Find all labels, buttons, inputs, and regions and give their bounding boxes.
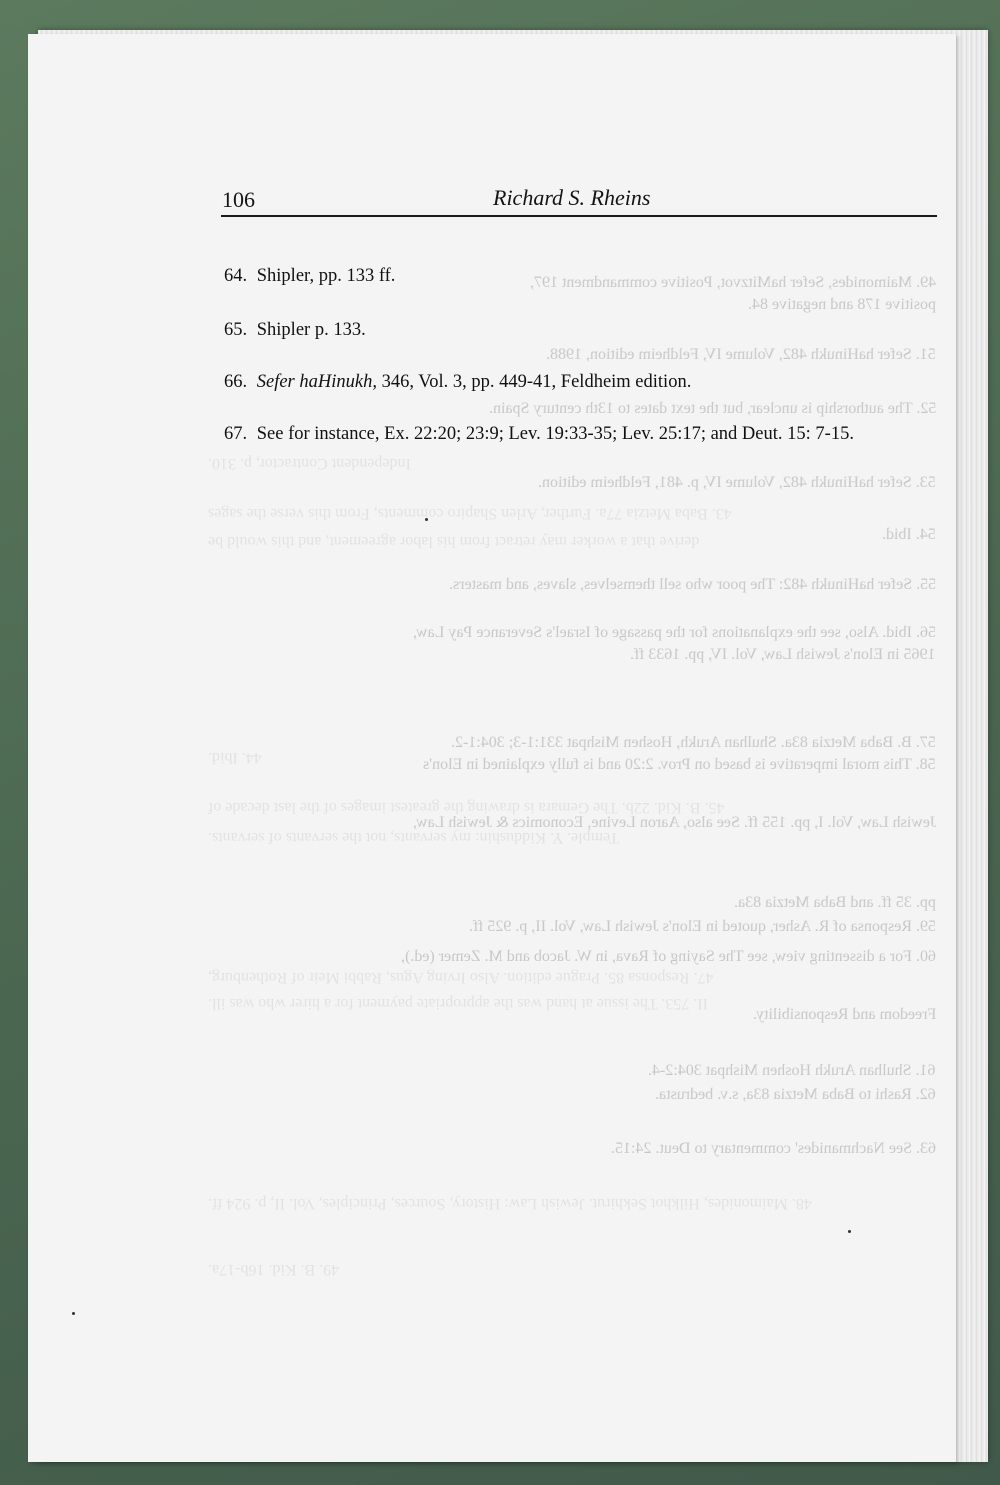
endnote-number: 66. xyxy=(224,372,248,392)
bleed-through-line: 61. Shulhan Arukh Hoshen Mishpat 304:2-4. xyxy=(648,1062,936,1079)
bleed-through-layer xyxy=(28,34,956,1462)
running-header xyxy=(221,185,937,217)
bleed-through-line-faint: Independent Contractor, p. 310. xyxy=(208,455,411,472)
endnote-text: Shipler p. 133. xyxy=(256,320,366,340)
bleed-through-line: 60. For a dissenting view, see The Saying of Rava, in W. Jacob and M. Zemer (ed.), xyxy=(401,948,936,965)
endnote-66 xyxy=(224,372,691,393)
bleed-through-line: 57. B. Baba Metzia 83a. Shulhan Arukh, Hoshen Mishpat 331:1-3; 304:1-2. xyxy=(451,734,936,751)
page-number: 106 xyxy=(222,187,255,212)
bleed-through-line: Jewish Law, Vol. I, pp. 155 ff. See also, Aaron Levine, Economics & Jewish Law, xyxy=(412,814,936,831)
bleed-through-line: Freedom and Responsibility. xyxy=(752,1006,936,1023)
bleed-through-line-faint: 48. Maimonides, Hilkhot Sekhirut. Jewish Law: History, Sources, Principles, Vol. II, p. 924 ff. xyxy=(208,1195,812,1212)
bleed-through-line: 54. Ibid. xyxy=(882,526,936,543)
book-title: Sefer haHinukh, xyxy=(256,372,377,392)
endnote-text: Sefer haHinukh, 346, Vol. 3, pp. 449-41, Feldheim edition. xyxy=(256,372,692,392)
bleed-through-line: 63. See Nachmanides' commentary to Deut. 24:15. xyxy=(610,1140,936,1157)
speck xyxy=(72,1312,75,1315)
bleed-through-line: 56. Ibid. Also, see the explanations for the passage of Israel's Severance Pay Law, xyxy=(412,624,936,641)
endnote-number: 65. xyxy=(224,320,248,340)
bleed-through-line: positive 178 and negative 84. xyxy=(748,296,936,313)
bleed-through-line-faint: 44. Ibid. xyxy=(208,749,262,766)
bleed-through-line-faint: derive that a worker may retract from his labor agreement, and this would be xyxy=(208,533,700,550)
endnote-number: 67. xyxy=(224,424,248,444)
bleed-through-line: pp. 35 ff. and Baba Metzia 83a. xyxy=(734,894,936,911)
speck xyxy=(848,1230,851,1233)
bleed-through-line-faint: 49. B. Kid. 16b-17a. xyxy=(208,1261,340,1278)
endnote-text: Shipler, pp. 133 ff. xyxy=(256,266,396,286)
bleed-through-line-faint: 45. B. Kid. 22b. The Gemara is drawing the greatest images of the last decade of xyxy=(208,799,725,816)
bleed-through-line: 55. Sefer haHinukh 482: The poor who sell themselves, slaves, and masters. xyxy=(448,576,936,593)
bleed-through-line: 52. The authorship is unclear, but the text dates to 13th century Spain. xyxy=(488,400,936,417)
bleed-through-line: 53. Sefer haHinukh 482, Volume IV, p. 481, Feldheim edition. xyxy=(538,474,936,491)
endnote-number: 64. xyxy=(224,266,248,286)
endnote-65 xyxy=(224,320,366,341)
bleed-through-line: 62. Rashi to Baba Metzia 83a, s.v. bedrusta. xyxy=(655,1086,936,1103)
speck xyxy=(425,518,428,521)
endnote-67 xyxy=(224,424,854,445)
endnote-64 xyxy=(224,266,395,287)
book-page xyxy=(28,34,956,1462)
running-title: Richard S. Rheins xyxy=(493,185,651,210)
bleed-through-line-faint: 47. Responsa 85. Prague edition. Also Irving Agus, Rabbi Meir of Rothenburg, xyxy=(208,969,714,986)
bleed-through-line: 51. Sefer haHinukh 482, Volume IV, Feldheim edition, 1988. xyxy=(546,346,936,363)
bleed-through-line-faint: 43. Baba Metzia 77a. Further, Arlen Shapiro comments, From this verse the sages xyxy=(208,505,732,522)
bleed-through-line-faint: Temple. Y. Kiddushin: my servants, not the servants of servants. xyxy=(208,829,619,846)
bleed-through-line: 1965 in Elon's Jewish Law, Vol. IV, pp. 1633 ff. xyxy=(630,646,936,663)
bleed-through-line: 59. Responsa of R. Asher, quoted in Elon's Jewish Law, Vol. II, p. 925 ff. xyxy=(469,918,936,935)
bleed-through-line-faint: II. 753. The issue at hand was the appropriate payment for a hirer who was ill. xyxy=(208,995,708,1012)
bleed-through-line: 49. Maimonides, Sefer haMitzvot, Positive commandment 197, xyxy=(529,274,936,291)
endnote-text: See for instance, Ex. 22:20; 23:9; Lev. 19:33-35; Lev. 25:17; and Deut. 15: 7-15. xyxy=(256,424,854,444)
bleed-through-line: 58. This moral imperative is based on Prov. 2:20 and is fully explained in Elon's xyxy=(423,756,936,773)
